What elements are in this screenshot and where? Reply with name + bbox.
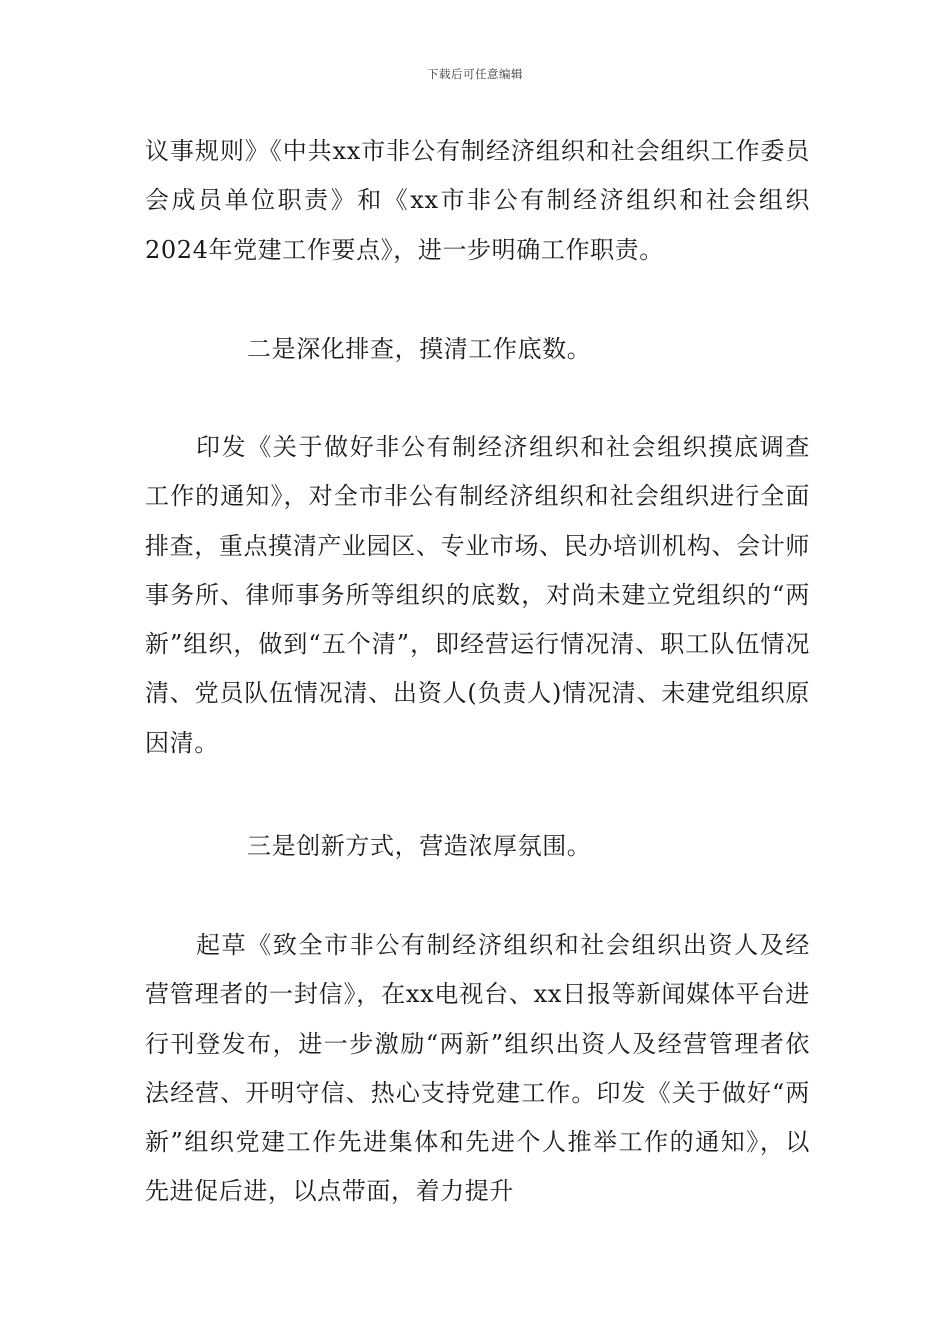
paragraph-3: 起草《致全市非公有制经济组织和社会组织出资人及经营管理者的一封信》，在xx电视台、xx日报等新闻媒体平台进行刊登发布，进一步激励“两新”组织出资人及经营管理者依法经营、开明守信、热心支持党建工作。印发《关于做好“两新”组织党建工作先进集体和先进个人推举工作的通知》，以先进促后进，以点带面，着力提升 <box>145 931 810 1206</box>
section-heading-2: 二是深化排查，摸清工作底数。 <box>247 335 592 363</box>
section-heading-3: 三是创新方式，营造浓厚氛围。 <box>247 832 592 860</box>
page-header: 下载后可任意编辑 <box>427 67 523 81</box>
paragraph-1: 议事规则》《中共xx市非公有制经济组织和社会组织工作委员会成员单位职责》和《xx市非公有制经济组织和社会组织2024年党建工作要点》，进一步明确工作职责。 <box>145 137 810 264</box>
paragraph-2: 印发《关于做好非公有制经济组织和社会组织摸底调查工作的通知》，对全市非公有制经济组织和社会组织进行全面排查，重点摸清产业园区、专业市场、民办培训机构、会计师事务所、律师事务所等组织的底数，对尚未建立党组织的“两新”组织，做到“五个清”，即经营运行情况清、职工队伍情况清、党员队伍情况清、出资人(负责人)情况清、未建党组织原因清。 <box>145 433 810 757</box>
